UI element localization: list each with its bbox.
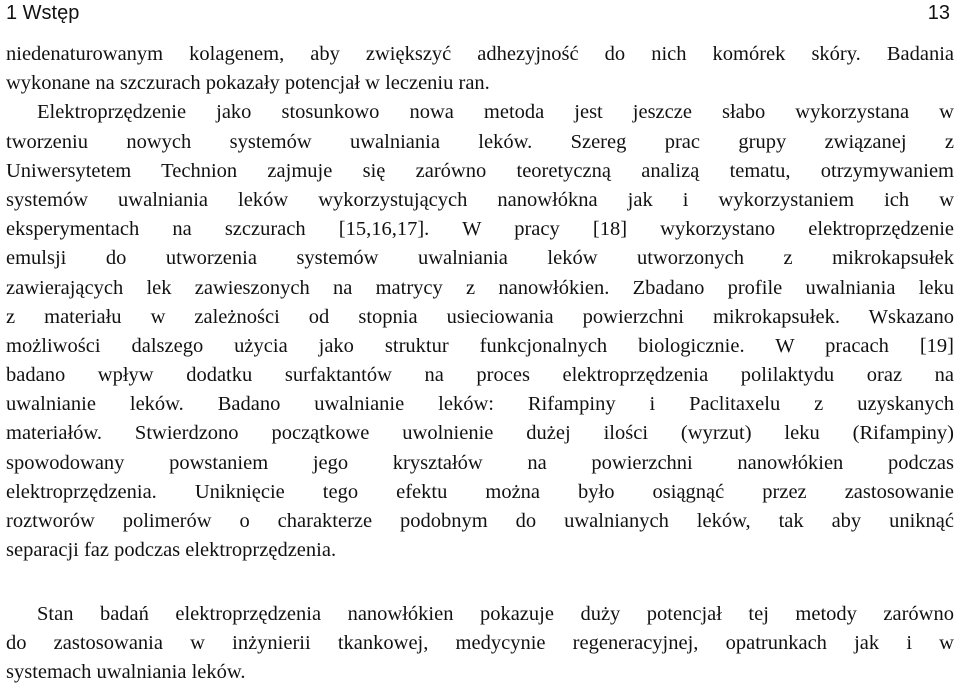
paragraph-line: emulsji do utworzenia systemów uwalniania leków utworzonych z mikrokapsułek [6, 247, 954, 270]
paragraph-line: spowodowany powstaniem jego kryształów na powierzchni nanowłókien podczas [6, 451, 954, 474]
paragraph-line: badano wpływ dodatku surfaktantów na proces elektroprzędzenia polilaktydu oraz na [6, 364, 954, 387]
body-paragraph-2 [6, 600, 954, 688]
paragraph-line: roztworów polimerów o charakterze podobnym do uwalnianych leków, tak aby uniknąć [6, 510, 954, 532]
paragraph-line: Stan badań elektroprzędzenia nanowłókien pokazuje duży potencjał tej metody zarówno [37, 603, 954, 625]
paragraph-line: z materiału w zależności od stopnia usieciowania powierzchni mikrokapsułek. Wskazano [6, 305, 954, 328]
paragraph-line: do zastosowania w inżynierii tkankowej, medycynie regeneracyjnej, opatrunkach jak i w [6, 632, 954, 655]
paragraph-line: systemów uwalniania leków wykorzystujących nanowłókna jak i wykorzystaniem ich w [6, 188, 954, 211]
page-header [6, 0, 956, 26]
paragraph-line: elektroprzędzenia. Uniknięcie tego efektu można było osiągnąć przez zastosowanie [6, 480, 954, 503]
page-number: 13 [927, 2, 950, 24]
body-paragraph-1 [6, 40, 954, 565]
paragraph-line: separacji faz podczas elektroprzędzenia. [6, 539, 337, 562]
section-title: 1 Wstęp [6, 2, 80, 24]
paragraph-line: materiałów. Stwierdzono początkowe uwolnienie dużej ilości (wyrzut) leku (Rifampiny) [6, 422, 954, 445]
paragraph-line: systemach uwalniania leków. [6, 661, 246, 684]
paragraph-line: eksperymentach na szczurach [15,16,17]. W pracy [18] wykorzystano elektroprzędzenie [6, 218, 954, 241]
paragraph-line: uwalnianie leków. Badano uwalnianie leków: Rifampiny i Paclitaxelu z uzyskanych [6, 393, 954, 416]
paragraph-line: wykonane na szczurach pokazały potencjał w leczeniu ran. [6, 72, 490, 95]
paragraph-line: tworzeniu nowych systemów uwalniania leków. Szereg prac grupy związanej z [6, 130, 954, 153]
paragraph-line: niedenaturowanym kolagenem, aby zwiększyć adhezyjność do nich komórek skóry. Badania [6, 43, 954, 65]
paragraph-line: Uniwersytetem Technion zajmuje się zarówno teoretyczną analizą tematu, otrzymywaniem [6, 159, 954, 182]
paragraph-line: Elektroprzędzenie jako stosunkowo nowa metoda jest jeszcze słabo wykorzystana w [37, 101, 954, 124]
paragraph-line: zawierających lek zawieszonych na matrycy z nanowłókien. Zbadano profile uwalniania leku [6, 276, 954, 299]
paragraph-line: możliwości dalszego użycia jako struktur funkcjonalnych biologicznie. W pracach [19] [6, 334, 954, 357]
